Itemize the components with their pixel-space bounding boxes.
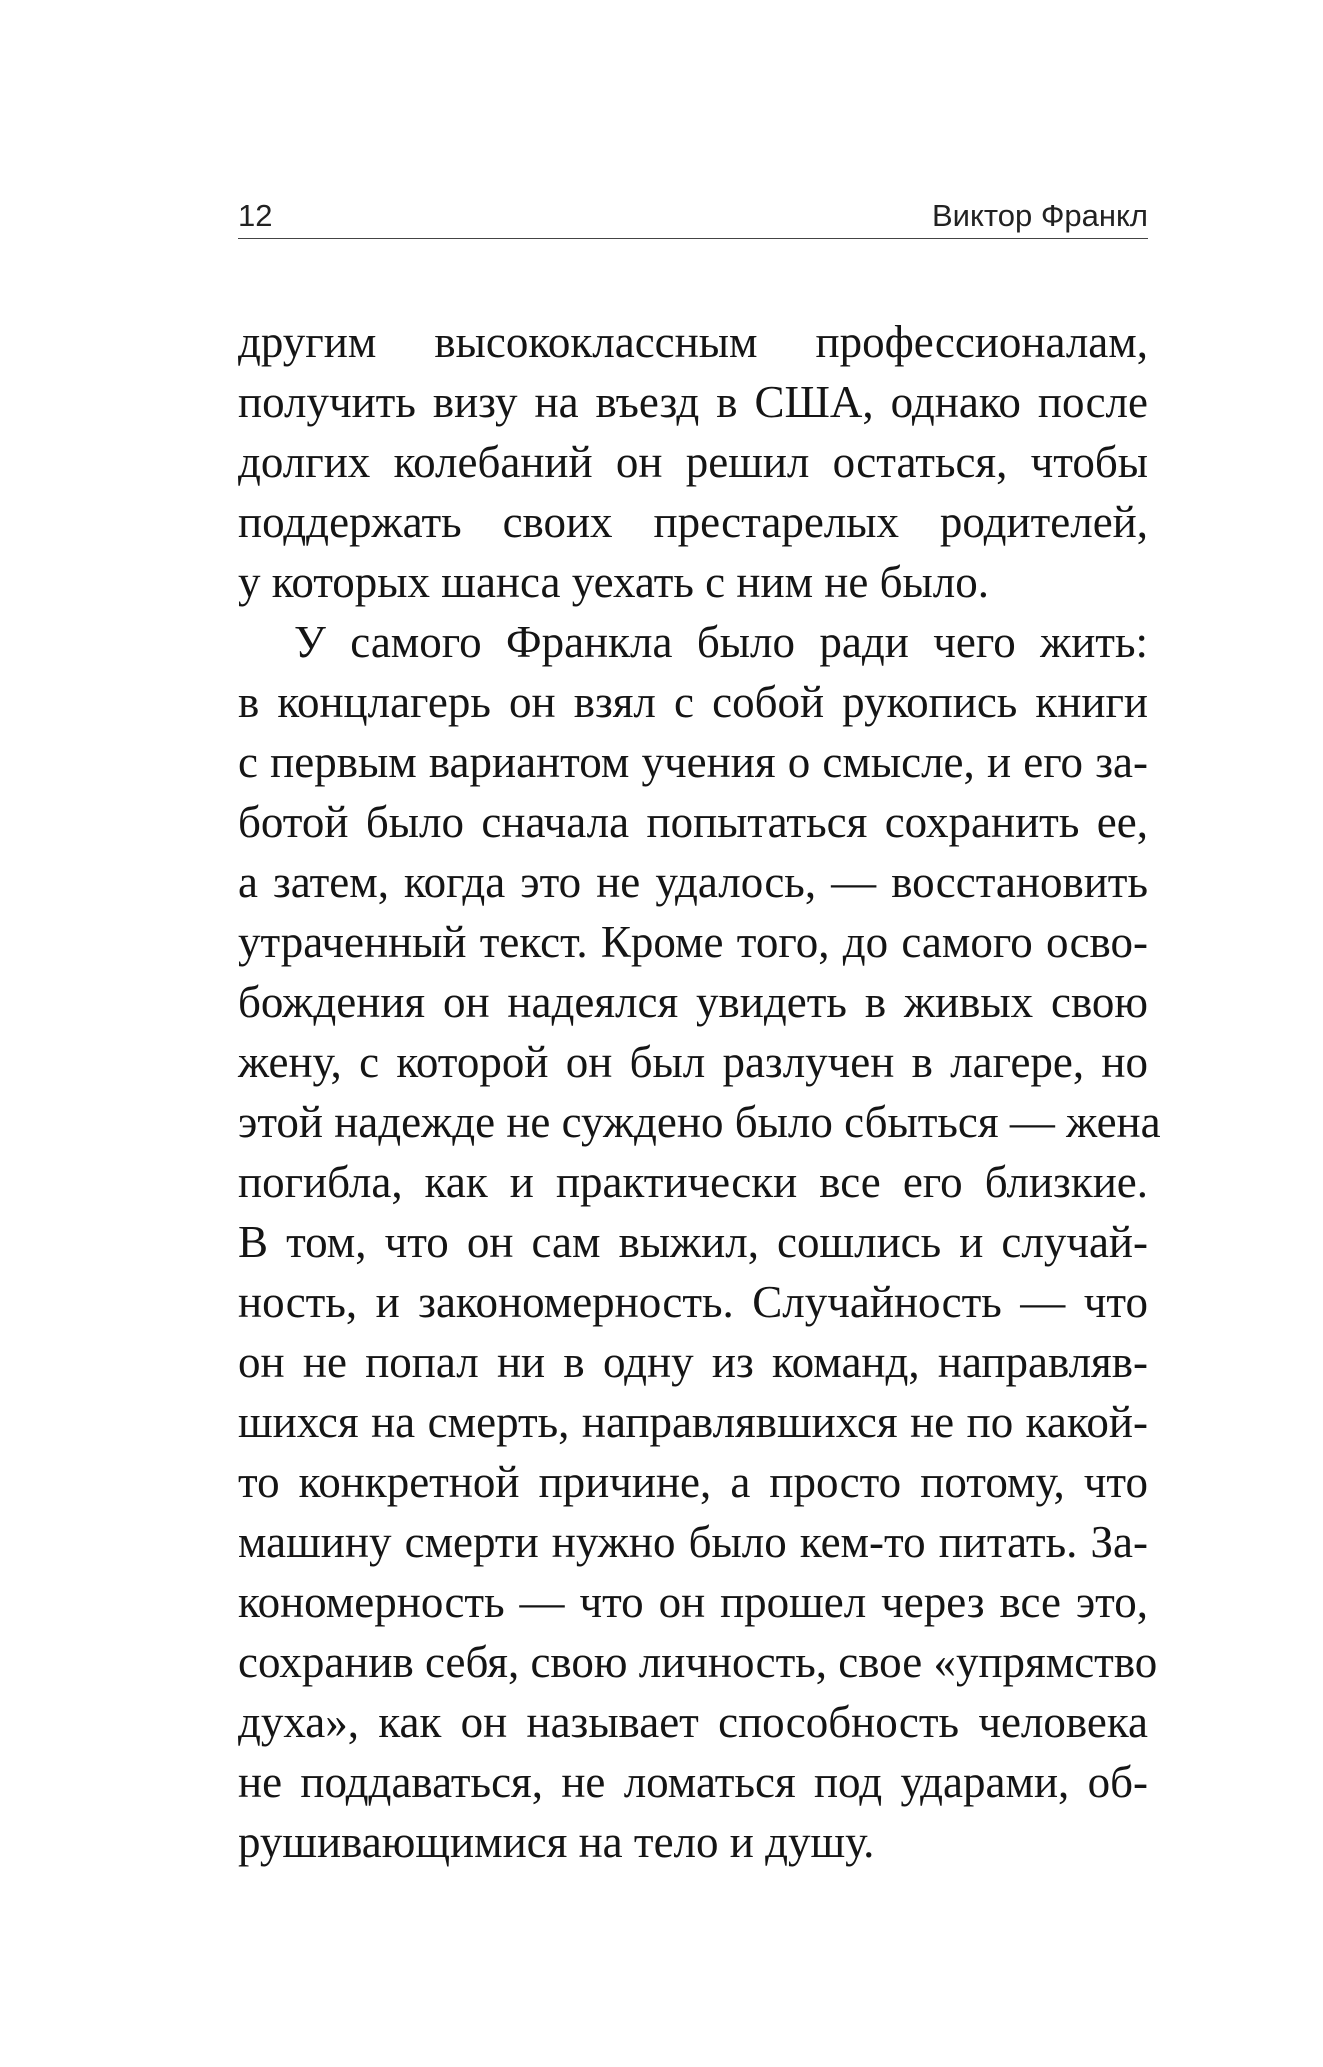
text-line: рушивающимися на тело и душу. bbox=[238, 1817, 875, 1867]
paragraph-start-line: У самого Франкла было ради чего жить: bbox=[294, 617, 1148, 667]
running-title: Виктор Франкл bbox=[931, 198, 1148, 233]
text-line: сохранив себя, свою личность, свое «упрямство bbox=[238, 1637, 1158, 1687]
text-line: кономерность — что он прошел через все это, bbox=[238, 1577, 1148, 1627]
text-line: шихся на смерть, направлявшихся не по какой- bbox=[238, 1397, 1148, 1447]
text-line: то конкретной причине, а просто потому, что bbox=[238, 1457, 1148, 1507]
text-line: с первым вариантом учения о смысле, и его за- bbox=[238, 737, 1148, 787]
text-line: получить визу на въезд в США, однако после bbox=[238, 377, 1148, 427]
text-line: ность, и закономерность. Случайность — что bbox=[238, 1277, 1148, 1327]
text-line: машину смерти нужно было кем-то питать. За- bbox=[238, 1517, 1148, 1567]
text-line: долгих колебаний он решил остаться, чтобы bbox=[238, 437, 1148, 487]
text-line: в концлагерь он взял с собой рукопись книги bbox=[238, 677, 1148, 727]
text-line: не поддаваться, не ломаться под ударами, об- bbox=[238, 1757, 1148, 1807]
text-line: утраченный текст. Кроме того, до самого осво- bbox=[238, 917, 1148, 967]
header-divider bbox=[238, 238, 1148, 239]
text-line: а затем, когда это не удалось, — восстановить bbox=[238, 857, 1148, 907]
text-line: погибла, как и практически все его близкие. bbox=[238, 1157, 1148, 1207]
text-line: бождения он надеялся увидеть в живых свою bbox=[238, 977, 1148, 1027]
text-line: он не попал ни в одну из команд, направляв- bbox=[238, 1337, 1148, 1387]
text-line: жену, с которой он был разлучен в лагере, но bbox=[238, 1037, 1148, 1087]
text-line: у которых шанса уехать с ним не было. bbox=[238, 557, 989, 607]
text-line: духа», как он называет способность человека bbox=[238, 1697, 1148, 1747]
page-number: 12 bbox=[238, 198, 273, 233]
text-line: этой надежде не суждено было сбыться — жена bbox=[238, 1097, 1161, 1147]
text-line: В том, что он сам выжил, сошлись и случай- bbox=[238, 1217, 1148, 1267]
text-line: ботой было сначала попытаться сохранить ее, bbox=[238, 797, 1148, 847]
running-header bbox=[238, 190, 1148, 234]
body-text bbox=[238, 312, 1161, 1872]
text-line: другим высококлассным профессионалам, bbox=[238, 317, 1148, 367]
text-line: поддержать своих престарелых родителей, bbox=[238, 497, 1148, 547]
